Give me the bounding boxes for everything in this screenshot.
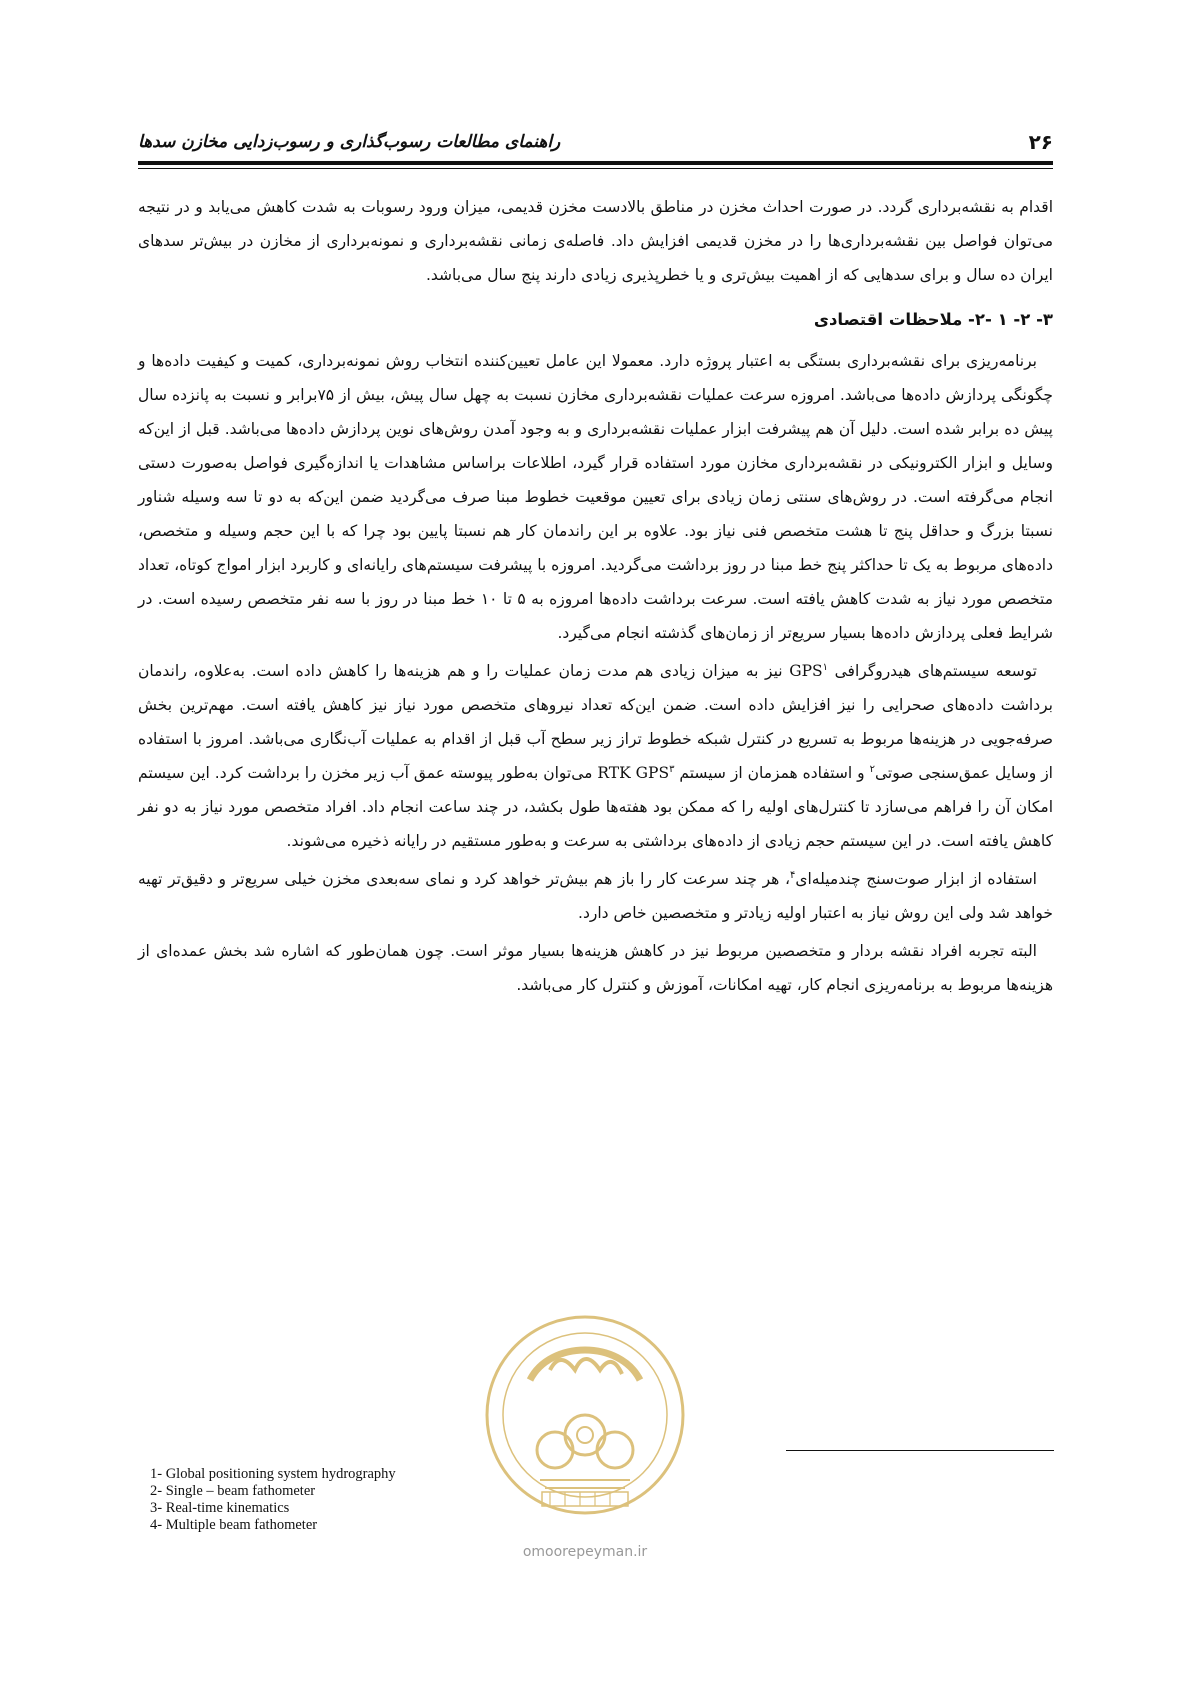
body-text bbox=[138, 190, 1053, 1006]
page-number: ۲۶ bbox=[1028, 130, 1053, 154]
footnote-1: 1- Global positioning system hydrography bbox=[150, 1466, 396, 1482]
seal-logo-icon bbox=[480, 1310, 690, 1540]
footnote-3: 3- Real-time kinematics bbox=[150, 1500, 290, 1516]
footnote-4: 4- Multiple beam fathometer bbox=[150, 1517, 318, 1533]
footnote-2: 2- Single – beam fathometer bbox=[150, 1483, 316, 1499]
watermark-seal bbox=[480, 1310, 700, 1560]
footnote-ref-4: ۴ bbox=[789, 869, 796, 881]
paragraph-1: برنامه‌ریزی برای نقشه‌برداری بستگی به اعتبار پروژه دارد. معمولا این عامل تعیین‌کننده انتخاب روش نمونه‌برداری، کمیت و کیفیت داده‌ها و چگونگی پردازش داده‌ها می‌باشد. امروزه سرعت عملیات نقشه‌برداری مخازن نسبت به چهل سال پیش، بیش از ۷۵برابر و نسبت به پانزده سال پیش ده برابر شده است. دلیل آن هم پیشرفت ابزار عملیات نقشه‌برداری و به وجود آمدن روش‌های نوین پردازش داده‌ها می‌باشد. قبل از این‌که وسایل و ابزار الکترونیکی در نقشه‌برداری مخازن مورد استفاده قرار گیرد، اطلاعات براساس مشاهدات یا اندازه‌گیری فواصل به‌صورت دستی انجام می‌گرفته است. در روش‌های سنتی زمان زیادی برای تعیین موقعیت خطوط مبنا صرف می‌گردید ضمن این‌که به دو تا سه وسیله شناور نسبتا بزرگ و حداقل پنج تا هشت متخصص فنی نیاز بود. علاوه بر این راندمان کار هم نسبتا پایین بود چرا که با این حجم وسیله و متخصص، داده‌های مربوط به یک تا حداکثر پنج خط مبنا در روز برداشت می‌گردید. امروزه با پیشرفت سیستم‌های رایانه‌ای و کاربرد ابزار امواج کوتاه، تعداد متخصص مورد نیاز به شدت کاهش یافته است. سرعت برداشت داده‌ها امروزه به ۵ تا ۱۰ خط مبنا در روز با سه نفر متخصص رسیده است. در شرایط فعلی پردازش داده‌ها بسیار سریع‌تر از زمان‌های گذشته انجام می‌گیرد. bbox=[138, 352, 1053, 642]
section-heading: ۳- ۲- ۱ -۲- ملاحظات اقتصادی bbox=[813, 310, 1053, 329]
intro-paragraph: اقدام به نقشه‌برداری گردد. در صورت احداث مخزن در مناطق بالادست مخزن قدیمی، میزان ورود رسوبات به شدت کاهش می‌یابد و در نتیجه می‌توان فواصل بین نقشه‌برداری‌ها را در مخزن قدیمی افزایش داد. فاصله‌ی زمانی نقشه‌برداری و نمونه‌برداری از مخازن در بیش‌تر سدهای ایران ده سال و برای سدهایی که از اهمیت بیش‌تری و یا خطرپذیری زیادی دارند پنج سال می‌باشد. bbox=[138, 198, 1053, 284]
running-title: راهنمای مطالعات رسوب‌گذاری و رسوب‌زدایی مخازن سدها bbox=[138, 132, 561, 152]
page-header bbox=[138, 120, 1053, 160]
footnote-ref-2: ۲ bbox=[869, 763, 875, 775]
p3-text-a: استفاده از ابزار صوت‌سنج چندمیله‌ای bbox=[795, 870, 1037, 888]
paragraph-3 bbox=[138, 862, 1053, 930]
paragraph-2 bbox=[138, 654, 1053, 858]
p2-text-b: نیز به میزان زیادی هم مدت زمان عملیات را و هم هزینه‌ها را کاهش داده است. به‌علاوه، راندمان برداشت داده‌های صحرایی را نیز افزایش داده است. ضمن این‌که تعداد نیروهای متخصص مورد نیاز نیز کاهش یافته است. مهم‌ترین بخش صرفه‌جویی در هزینه‌ها مربوط به تسریع در کنترل شبکه خطوط تراز زیر سطح آب قبل از اقدام به عملیات آب‌نگاری می‌باشد. امروز با استفاده از وسایل عمق‌سنجی صوتی bbox=[138, 662, 1053, 782]
footnote-rule bbox=[786, 1450, 1054, 1451]
p2-text-c: و استفاده همزمان از سیستم bbox=[674, 764, 870, 782]
header-rule-thin bbox=[138, 168, 1053, 169]
p3-text-b: ، هر چند سرعت کار را باز هم بیش‌تر خواهد کرد و نمای سه‌بعدی مخزن خیلی سریع‌تر و دقیق‌تر تهیه خواهد شد ولی این روش نیاز به اعتبار اولیه زیادتر و متخصصین خاص دارد. bbox=[138, 870, 1053, 922]
p2-text-d: می‌توان به‌طور پیوسته عمق آب زیر مخزن را برداشت کرد. این سیستم امکان آن را فراهم می‌سازد تا کنترل‌های اولیه را که ممکن بود هفته‌ها طول بکشد، در چند ساعت انجام داد. افراد متخصص مورد نیاز به دو نفر کاهش یافته است. در این سیستم حجم زیادی از داده‌های برداشتی به سرعت و به‌طور مستقیم در رایانه ذخیره می‌شوند. bbox=[138, 764, 1053, 850]
gps-term: GPS bbox=[789, 662, 823, 680]
footnote-ref-3: ۳ bbox=[669, 763, 675, 775]
watermark-url: omoorepeyman.ir bbox=[522, 1544, 648, 1560]
footnotes bbox=[150, 1466, 396, 1534]
p2-text-a: توسعه سیستم‌های هیدروگرافی bbox=[828, 662, 1037, 680]
paragraph-4: البته تجربه افراد نقشه بردار و متخصصین مربوط نیز در کاهش هزینه‌ها بسیار موثر است. چون همان‌طور که اشاره شد بخش عمده‌ای از هزینه‌ها مربوط به برنامه‌ریزی انجام کار، تهیه امکانات، آموزش و کنترل کار می‌باشد. bbox=[138, 942, 1053, 994]
footnote-ref-1: ۱ bbox=[822, 661, 829, 673]
rtk-gps-term: RTK GPS bbox=[597, 764, 670, 782]
header-rule-thick bbox=[138, 161, 1053, 165]
